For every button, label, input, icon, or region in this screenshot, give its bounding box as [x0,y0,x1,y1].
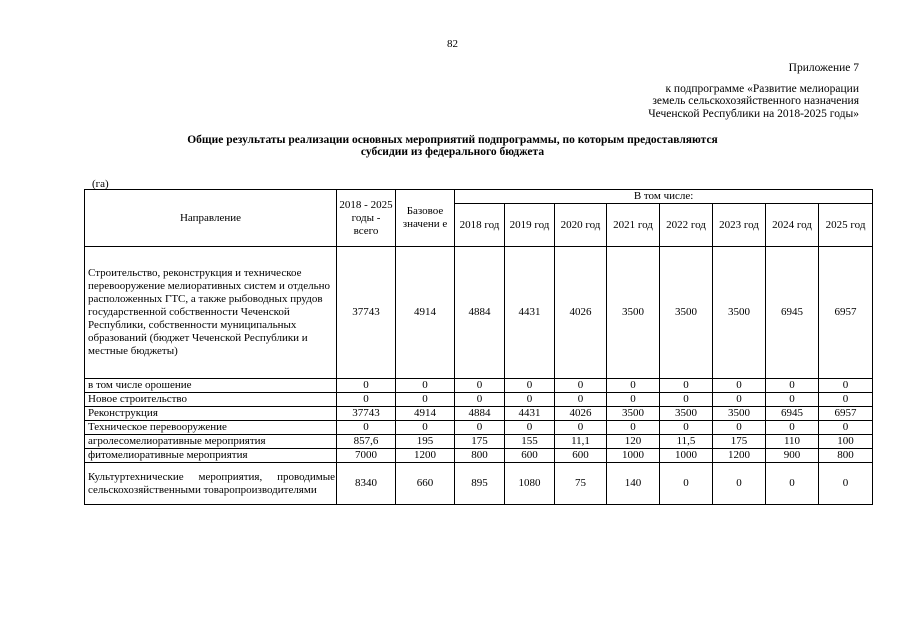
row-value: 1200 [713,449,766,463]
row-value: 0 [819,393,873,407]
row-value: 0 [713,393,766,407]
results-table [84,189,873,505]
row-value: 0 [819,421,873,435]
appendix-line: Чеченской Республики на 2018-2025 годы» [648,107,859,120]
page-number: 82 [447,38,458,50]
header-year: 2025 год [819,204,873,247]
row-value: 0 [555,379,607,393]
row-value: 0 [713,421,766,435]
row-value: 4914 [396,407,455,421]
appendix-header [648,62,859,120]
row-value: 0 [660,463,713,505]
row-value: 140 [607,463,660,505]
row-value: 800 [819,449,873,463]
row-value: 11,1 [555,435,607,449]
row-value: 0 [396,421,455,435]
table-row [85,407,873,421]
row-value: 0 [660,393,713,407]
row-value: 0 [455,379,505,393]
row-value: 4884 [455,407,505,421]
row-value: 0 [660,379,713,393]
table-row [85,463,873,505]
table-row [85,393,873,407]
table-row [85,435,873,449]
row-value: 0 [713,379,766,393]
row-value: 800 [455,449,505,463]
row-value: 1080 [505,463,555,505]
row-value: 4914 [396,247,455,379]
document-title-line: субсидии из федерального бюджета [360,146,545,158]
row-value: 0 [555,421,607,435]
row-value: 3500 [607,407,660,421]
row-value: 0 [505,379,555,393]
row-value: 4884 [455,247,505,379]
document-title-line: Общие результаты реализации основных мероприятий подпрограммы, по которым предоставляются [187,134,718,146]
row-value: 857,6 [337,435,396,449]
row-value: 0 [337,379,396,393]
table-row [85,421,873,435]
row-direction: Реконструкция [85,407,337,421]
header-direction: Направление [85,190,337,247]
row-value: 4431 [505,407,555,421]
row-direction: Культуртехнические мероприятия, проводимые сельскохозяйственными товаропроизводителями [85,463,337,505]
document-title [0,134,905,158]
row-value: 0 [819,379,873,393]
unit-label: (га) [92,178,109,190]
row-direction: в том числе орошение [85,379,337,393]
row-value: 6945 [766,247,819,379]
row-value: 0 [396,393,455,407]
row-value: 3500 [607,247,660,379]
row-value: 175 [713,435,766,449]
row-value: 37743 [337,407,396,421]
row-value: 600 [555,449,607,463]
row-value: 3500 [713,247,766,379]
row-value: 195 [396,435,455,449]
row-value: 0 [337,393,396,407]
row-value: 0 [607,379,660,393]
row-value: 110 [766,435,819,449]
row-value: 0 [766,393,819,407]
row-value: 37743 [337,247,396,379]
row-value: 0 [766,379,819,393]
appendix-line: к подпрограмме «Развитие мелиорации [665,82,859,95]
header-row [85,190,873,204]
row-value: 4026 [555,407,607,421]
row-value: 900 [766,449,819,463]
header-year: 2020 год [555,204,607,247]
row-value: 0 [555,393,607,407]
row-direction: агролесомелиоративные мероприятия [85,435,337,449]
row-value: 75 [555,463,607,505]
row-value: 155 [505,435,555,449]
row-direction: Техническое перевооружение [85,421,337,435]
row-value: 0 [660,421,713,435]
row-value: 1200 [396,449,455,463]
row-value: 660 [396,463,455,505]
table-row [85,247,873,379]
row-value: 0 [396,379,455,393]
row-value: 600 [505,449,555,463]
row-value: 895 [455,463,505,505]
header-year: 2023 год [713,204,766,247]
row-value: 0 [766,463,819,505]
header-year: 2019 год [505,204,555,247]
row-value: 0 [455,393,505,407]
row-value: 3500 [713,407,766,421]
row-value: 0 [337,421,396,435]
row-value: 4431 [505,247,555,379]
row-value: 0 [766,421,819,435]
header-year: 2022 год [660,204,713,247]
row-direction: Строительство, реконструкция и техническое перевооружение мелиоративных систем и отдельно расположенных ГТС, а также рыбоводных прудов государственной собственности Чеченской Республики, собственности муниципальных образований (бюджет Чеченской Республики и местные бюджеты) [85,247,337,379]
row-value: 1000 [660,449,713,463]
table-row [85,449,873,463]
header-including: В том числе: [455,190,873,204]
row-value: 0 [819,463,873,505]
header-year: 2018 год [455,204,505,247]
row-value: 100 [819,435,873,449]
row-value: 0 [455,421,505,435]
row-value: 0 [505,421,555,435]
row-value: 0 [713,463,766,505]
row-value: 6957 [819,247,873,379]
header-total: 2018 - 2025 годы - всего [337,190,396,247]
row-value: 4026 [555,247,607,379]
row-value: 120 [607,435,660,449]
row-value: 1000 [607,449,660,463]
header-base-value: Базовое значени е [396,190,455,247]
row-direction: фитомелиоративные мероприятия [85,449,337,463]
row-value: 3500 [660,247,713,379]
row-value: 8340 [337,463,396,505]
appendix-title: Приложение 7 [788,62,859,74]
row-value: 11,5 [660,435,713,449]
header-year: 2021 год [607,204,660,247]
row-value: 7000 [337,449,396,463]
row-value: 3500 [660,407,713,421]
header-year: 2024 год [766,204,819,247]
row-value: 0 [505,393,555,407]
appendix-line: земель сельскохозяйственного назначения [652,95,859,107]
table-row [85,379,873,393]
row-value: 0 [607,421,660,435]
row-value: 6945 [766,407,819,421]
row-direction: Новое строительство [85,393,337,407]
row-value: 0 [607,393,660,407]
row-value: 6957 [819,407,873,421]
row-value: 175 [455,435,505,449]
